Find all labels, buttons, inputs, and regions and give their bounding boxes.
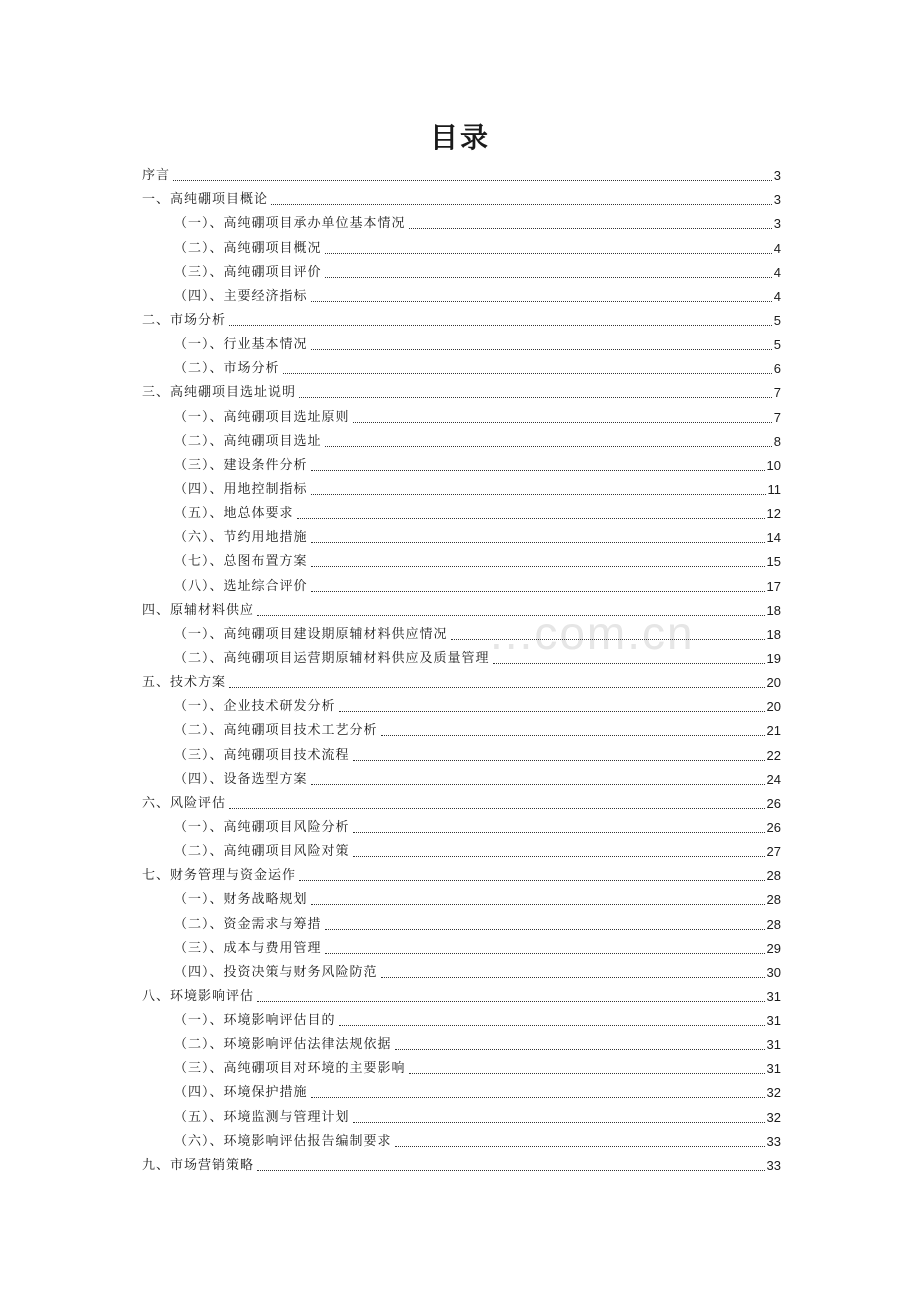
dot-leader [353, 855, 765, 857]
toc-entry-label: 一、高纯硼项目概论 [142, 192, 269, 208]
dot-leader [395, 1145, 765, 1147]
dot-leader [395, 1048, 765, 1050]
toc-entry-label: （一）、高纯硼项目风险分析 [174, 819, 350, 835]
toc-entry-label: （七）、总图布置方案 [174, 554, 308, 570]
toc-entry-page-number: 18 [766, 626, 781, 642]
toc-entry-label: （四）、主要经济指标 [174, 288, 308, 304]
toc-entry-page-number: 5 [773, 337, 781, 353]
toc-entry-page-number: 28 [766, 892, 781, 908]
dot-leader [325, 252, 772, 254]
toc-entry[interactable] [142, 1005, 781, 1029]
table-of-contents [142, 160, 781, 1174]
dot-leader [311, 903, 765, 905]
toc-entry-label: （四）、设备选型方案 [174, 771, 308, 787]
toc-entry[interactable] [142, 1150, 781, 1174]
toc-entry-label: （三）、高纯硼项目评价 [174, 264, 322, 280]
toc-entry-label: 六、风险评估 [142, 795, 227, 811]
toc-entry-page-number: 15 [766, 554, 781, 570]
toc-entry-label: （一）、财务战略规划 [174, 892, 308, 908]
dot-leader [311, 469, 765, 471]
toc-entry-page-number: 17 [766, 578, 781, 594]
toc-entry-label: （一）、企业技术研发分析 [174, 699, 336, 715]
toc-entry-page-number: 31 [766, 1013, 781, 1029]
toc-entry[interactable] [142, 812, 781, 836]
toc-entry-page-number: 21 [766, 723, 781, 739]
dot-leader [257, 614, 765, 616]
dot-leader [283, 372, 772, 374]
toc-entry-page-number: 5 [773, 312, 781, 328]
toc-entry-page-number: 28 [766, 868, 781, 884]
toc-entry-page-number: 20 [766, 699, 781, 715]
toc-entry-page-number: 18 [766, 602, 781, 618]
toc-entry-label: （六）、环境影响评估报告编制要求 [174, 1133, 392, 1149]
toc-entry-label: 序言 [142, 168, 171, 184]
toc-entry[interactable] [142, 788, 781, 812]
watermark: ...com.cn [490, 607, 695, 659]
toc-entry-page-number: 28 [766, 916, 781, 932]
toc-entry-page-number: 4 [773, 240, 781, 256]
dot-leader [451, 638, 765, 640]
toc-entry-label: （八）、选址综合评价 [174, 578, 308, 594]
toc-entry[interactable] [142, 450, 781, 474]
dot-leader [409, 227, 772, 229]
toc-entry-page-number: 10 [766, 457, 781, 473]
dot-leader [325, 445, 772, 447]
toc-entry-page-number: 11 [767, 481, 781, 497]
toc-entry-page-number: 7 [773, 385, 781, 401]
toc-entry-page-number: 30 [766, 964, 781, 980]
toc-entry[interactable] [142, 1126, 781, 1150]
dot-leader [257, 1000, 765, 1002]
toc-entry-page-number: 3 [773, 216, 781, 232]
toc-entry[interactable] [142, 908, 781, 932]
toc-entry[interactable] [142, 305, 781, 329]
toc-entry-label: 五、技术方案 [142, 675, 227, 691]
dot-leader [229, 807, 765, 809]
toc-entry[interactable] [142, 667, 781, 691]
dot-leader [173, 179, 772, 181]
toc-entry-page-number: 8 [773, 433, 781, 449]
toc-entry[interactable] [142, 836, 781, 860]
dot-leader [339, 1024, 765, 1026]
toc-entry[interactable] [142, 981, 781, 1005]
toc-entry[interactable] [142, 764, 781, 788]
toc-entry[interactable] [142, 643, 781, 667]
toc-entry[interactable] [142, 715, 781, 739]
toc-entry-page-number: 20 [766, 675, 781, 691]
dot-leader [229, 686, 765, 688]
toc-entry-label: （二）、资金需求与筹措 [174, 916, 322, 932]
toc-entry-page-number: 7 [773, 409, 781, 425]
dot-leader [297, 517, 765, 519]
toc-entry[interactable] [142, 1077, 781, 1101]
toc-entry-page-number: 22 [766, 747, 781, 763]
toc-entry-label: （一）、高纯硼项目选址原则 [174, 409, 350, 425]
toc-entry-page-number: 24 [766, 771, 781, 787]
toc-entry[interactable] [142, 860, 781, 884]
toc-entry-label: （二）、高纯硼项目概况 [174, 240, 322, 256]
toc-entry-label: （二）、高纯硼项目运营期原辅材料供应及质量管理 [174, 650, 490, 666]
toc-entry-page-number: 6 [773, 361, 781, 377]
toc-entry[interactable] [142, 570, 781, 594]
dot-leader [409, 1072, 765, 1074]
toc-entry[interactable] [142, 1101, 781, 1125]
toc-entry-label: （五）、环境监测与管理计划 [174, 1109, 350, 1125]
toc-entry[interactable] [142, 595, 781, 619]
toc-entry[interactable] [142, 208, 781, 232]
toc-entry-label: （四）、用地控制指标 [174, 481, 308, 497]
toc-entry-page-number: 33 [766, 1133, 781, 1149]
dot-leader [381, 976, 765, 978]
dot-leader [353, 1121, 765, 1123]
toc-entry[interactable] [142, 546, 781, 570]
toc-entry-label: （四）、投资决策与财务风险防范 [174, 964, 378, 980]
toc-entry-page-number: 3 [773, 192, 781, 208]
dot-leader [339, 710, 765, 712]
toc-entry-label: （二）、环境影响评估法律法规依据 [174, 1037, 392, 1053]
toc-entry[interactable] [142, 1053, 781, 1077]
dot-leader [311, 565, 765, 567]
toc-entry-page-number: 32 [766, 1085, 781, 1101]
dot-leader [311, 300, 772, 302]
dot-leader [353, 759, 765, 761]
toc-entry-page-number: 14 [766, 530, 781, 546]
dot-leader [311, 590, 765, 592]
toc-entry-page-number: 33 [766, 1157, 781, 1173]
toc-entry-page-number: 32 [766, 1109, 781, 1125]
toc-entry-page-number: 29 [766, 940, 781, 956]
toc-entry[interactable] [142, 1029, 781, 1053]
toc-entry-label: （五）、地总体要求 [174, 506, 294, 522]
toc-entry[interactable] [142, 739, 781, 763]
toc-entry[interactable] [142, 353, 781, 377]
dot-leader [271, 203, 772, 205]
toc-entry[interactable] [142, 691, 781, 715]
toc-entry-label: （三）、建设条件分析 [174, 457, 308, 473]
toc-entry-label: （二）、市场分析 [174, 361, 280, 377]
toc-entry-label: （一）、高纯硼项目建设期原辅材料供应情况 [174, 626, 448, 642]
toc-entry-page-number: 31 [766, 988, 781, 1004]
toc-entry[interactable] [142, 884, 781, 908]
dot-leader [257, 1169, 765, 1171]
toc-entry-label: （一）、行业基本情况 [174, 337, 308, 353]
toc-entry-label: （六）、节约用地措施 [174, 530, 308, 546]
dot-leader [311, 541, 765, 543]
toc-entry-label: 九、市场营销策略 [142, 1157, 255, 1173]
toc-entry[interactable] [142, 257, 781, 281]
toc-entry-page-number: 12 [766, 506, 781, 522]
toc-entry-label: （一）、环境影响评估目的 [174, 1013, 336, 1029]
toc-entry[interactable] [142, 329, 781, 353]
toc-entry-page-number: 31 [766, 1061, 781, 1077]
toc-entry-label: （三）、高纯硼项目技术流程 [174, 747, 350, 763]
toc-entry[interactable] [142, 957, 781, 981]
dot-leader [325, 952, 765, 954]
toc-entry-label: 七、财务管理与资金运作 [142, 868, 297, 884]
toc-entry-label: 八、环境影响评估 [142, 988, 255, 1004]
toc-entry-page-number: 3 [773, 168, 781, 184]
dot-leader [353, 831, 765, 833]
toc-entry-page-number: 26 [766, 795, 781, 811]
toc-entry-page-number: 31 [766, 1037, 781, 1053]
dot-leader [325, 276, 772, 278]
toc-entry[interactable] [142, 281, 781, 305]
toc-entry-label: （二）、高纯硼项目选址 [174, 433, 322, 449]
toc-entry-label: （四）、环境保护措施 [174, 1085, 308, 1101]
toc-entry-label: （三）、高纯硼项目对环境的主要影响 [174, 1061, 406, 1077]
toc-entry-label: （二）、高纯硼项目风险对策 [174, 844, 350, 860]
toc-entry-label: （三）、成本与费用管理 [174, 940, 322, 956]
toc-entry[interactable] [142, 401, 781, 425]
toc-entry[interactable] [142, 522, 781, 546]
toc-entry[interactable] [142, 619, 781, 643]
toc-entry[interactable] [142, 184, 781, 208]
toc-entry-label: （一）、高纯硼项目承办单位基本情况 [174, 216, 406, 232]
dot-leader [299, 396, 772, 398]
toc-entry[interactable] [142, 426, 781, 450]
dot-leader [311, 493, 766, 495]
toc-entry-page-number: 19 [766, 650, 781, 666]
toc-entry[interactable] [142, 498, 781, 522]
dot-leader [311, 1096, 765, 1098]
toc-entry-label: 四、原辅材料供应 [142, 602, 255, 618]
toc-entry[interactable] [142, 933, 781, 957]
dot-leader [493, 662, 765, 664]
toc-entry[interactable] [142, 377, 781, 401]
dot-leader [353, 421, 772, 423]
toc-entry[interactable] [142, 232, 781, 256]
toc-entry-page-number: 4 [773, 264, 781, 280]
toc-entry-page-number: 26 [766, 819, 781, 835]
page-title: 目录 [429, 121, 490, 154]
dot-leader [311, 783, 765, 785]
toc-entry[interactable] [142, 474, 781, 498]
dot-leader [381, 734, 765, 736]
toc-entry-label: 二、市场分析 [142, 312, 227, 328]
toc-entry-page-number: 4 [773, 288, 781, 304]
toc-entry-label: （二）、高纯硼项目技术工艺分析 [174, 723, 378, 739]
dot-leader [311, 348, 772, 350]
toc-entry-page-number: 27 [766, 844, 781, 860]
toc-entry[interactable] [142, 160, 781, 184]
dot-leader [299, 879, 765, 881]
dot-leader [325, 928, 765, 930]
dot-leader [229, 324, 772, 326]
toc-entry-label: 三、高纯硼项目选址说明 [142, 385, 297, 401]
